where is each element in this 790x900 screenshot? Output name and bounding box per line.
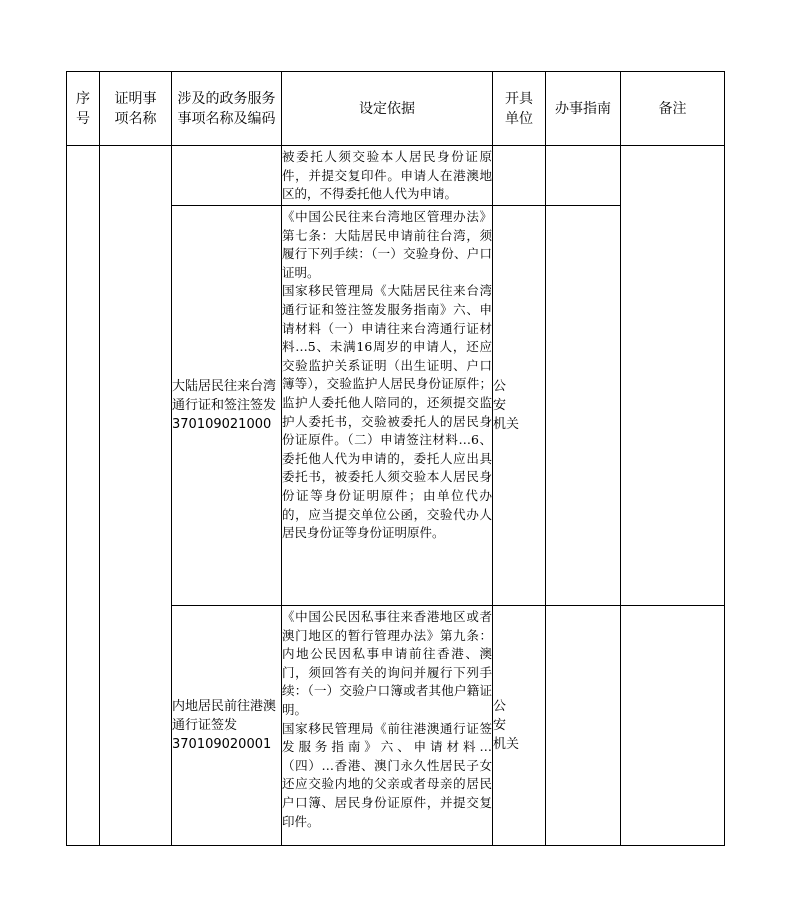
- guide-cell: [546, 606, 621, 846]
- service-item-code: 370109020001: [172, 737, 272, 752]
- basis-cell: 《中国公民往来台湾地区管理办法》第七条：大陆居民申请前往台湾，须履行下列手续：（一）交验身份、户口证明。 国家移民管理局《大陆居民往来台湾通行证和签注签发服务指南》六、申请材料（一）申请往来台湾通行证材料…5、未满16周岁的申请人，还应交验监护关系证明（出生证明、户口簿等），交验监护人居民身份证原件；监护人委托他人陪同的，还须提交监护人委托书，交验被委托人的居民身份证原件。（二）申请签注材料…6、委托他人代为申请的，委托人应出具委托书，被委托人须交验本人居民身份证等身份证明原件；由单位代办的，应当提交单位公函，交验代办人居民身份证等身份证明原件。: [282, 206, 493, 606]
- service-item-name: 内地居民前往港澳通行证签发: [172, 699, 277, 733]
- issuer-line2: 机关: [493, 737, 520, 752]
- document-table: [66, 71, 725, 846]
- header-row: [67, 72, 725, 146]
- header-cert-name: 证明事项名称: [100, 72, 172, 146]
- service-item-name: 大陆居民往来台湾通行证和签注签发: [172, 379, 277, 413]
- basis-cell: 被委托人须交验本人居民身份证原件，并提交复印件。申请人在港澳地区的，不得委托他人代为申请。: [282, 146, 493, 206]
- guide-cell: [546, 206, 621, 606]
- header-service-item: 涉及的政务服务事项名称及编码: [172, 72, 282, 146]
- issuer-line1: 公安: [493, 699, 521, 733]
- service-item-cell: [172, 606, 282, 846]
- issuer-cell: [493, 206, 546, 606]
- header-basis: 设定依据: [282, 72, 493, 146]
- table-row: [67, 146, 725, 206]
- header-guide: 办事指南: [546, 72, 621, 146]
- service-item-cell: [172, 206, 282, 606]
- service-item-cell: [172, 146, 282, 206]
- header-seq: 序号: [67, 72, 100, 146]
- cert-name-cell: [100, 146, 172, 846]
- header-issuer: 开具单位: [493, 72, 546, 146]
- service-item-code: 370109021000: [172, 417, 272, 432]
- issuer-line1: 公安: [493, 379, 521, 413]
- basis-cell: 《中国公民因私事往来香港地区或者澳门地区的暂行管理办法》第九条：内地公民因私事申请前往香港、澳门，须回答有关的询问并履行下列手续：（一）交验户口簿或者其他户籍证明。 国家移民管理局《前往港澳通行证签发服务指南》六、申请材料…（四）…香港、澳门永久性居民子女还应交验内地的父亲或者母亲的居民户口簿、居民身份证原件，并提交复印件。: [282, 606, 493, 846]
- issuer-cell: [493, 606, 546, 846]
- remark-cell: [621, 146, 725, 606]
- header-remark: 备注: [621, 72, 725, 146]
- guide-cell: [546, 146, 621, 206]
- issuer-line2: 机关: [493, 417, 520, 432]
- issuer-cell: [493, 146, 546, 206]
- seq-cell: [67, 146, 100, 846]
- remark-cell: [621, 606, 725, 846]
